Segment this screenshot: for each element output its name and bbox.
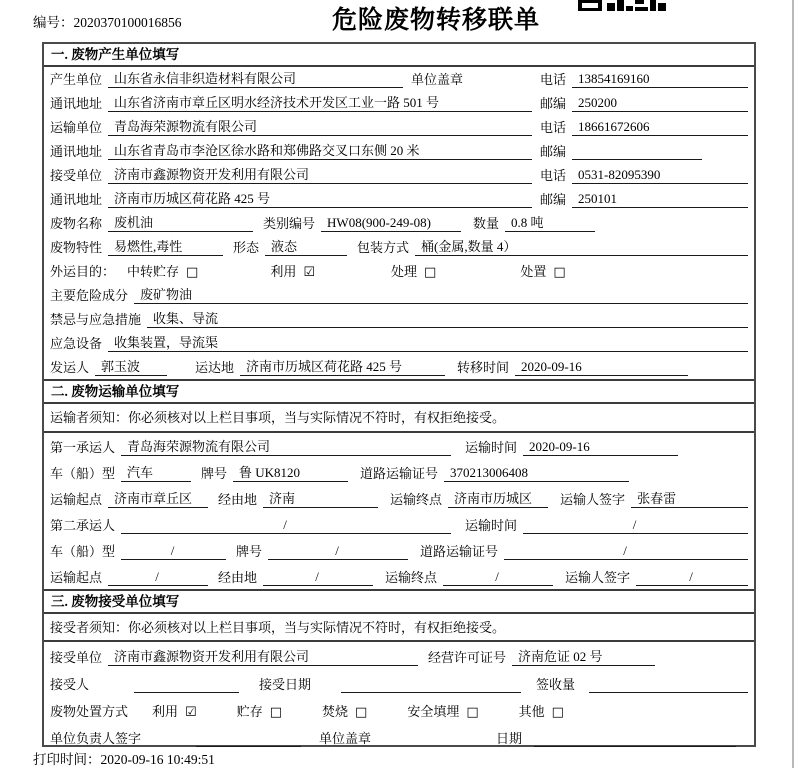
purpose-option-utilize: 利用 ☑ bbox=[270, 264, 315, 280]
route1-row bbox=[44, 485, 754, 511]
receipt-date-label: 接受日期 bbox=[259, 677, 312, 692]
destination-label: 运达地 bbox=[195, 360, 235, 375]
waste-form-label: 形态 bbox=[233, 240, 260, 255]
transporter-row bbox=[44, 115, 754, 139]
equipment-row bbox=[44, 331, 754, 355]
route1-sign-label: 运输人签字 bbox=[560, 492, 626, 507]
route2-start-value: / bbox=[108, 569, 208, 586]
carrier1-time-label: 运输时间 bbox=[465, 440, 518, 455]
disposal-label: 废物处置方式 bbox=[50, 704, 129, 719]
serial-number: 2020370100016856 bbox=[73, 15, 182, 30]
dispatch-row bbox=[44, 355, 754, 379]
purpose-label: 外运目的： bbox=[50, 264, 116, 279]
route1-start-value: 济南市章丘区 bbox=[108, 488, 208, 508]
receiver-phone-value: 0531-82095390 bbox=[572, 167, 748, 184]
producer-seal-label: 单位盖章 bbox=[411, 72, 464, 87]
producer-phone-label: 电话 bbox=[540, 72, 567, 87]
route1-sign-value: 张春雷 bbox=[631, 488, 748, 508]
packaging-value: 桶(金属,数量 4） bbox=[415, 236, 748, 256]
purpose-option-treat: 处理 □ bbox=[391, 264, 437, 280]
print-time-line bbox=[33, 748, 215, 768]
serial-label: 编号： bbox=[33, 15, 74, 30]
license1-value: 370213006408 bbox=[444, 465, 629, 482]
route2-sign-label: 运输人签字 bbox=[565, 570, 631, 585]
route2-row bbox=[44, 563, 754, 589]
waste-quantity-value: 0.8 吨 bbox=[505, 212, 595, 232]
dispose-checkbox-icon: □ bbox=[553, 265, 566, 280]
license2-label: 道路运输证号 bbox=[420, 544, 499, 559]
waste-category-label: 类别编号 bbox=[263, 216, 316, 231]
waste-name-label: 废物名称 bbox=[50, 216, 103, 231]
waste-quantity-label: 数量 bbox=[473, 216, 500, 231]
signoff-seal-label: 单位盖章 bbox=[319, 731, 372, 746]
producer-postal-label: 邮编 bbox=[540, 96, 567, 111]
transfer-time-label: 转移时间 bbox=[457, 360, 510, 375]
route1-via-label: 经由地 bbox=[218, 492, 258, 507]
waste-name-value: 废机油 bbox=[108, 212, 253, 232]
carrier1-value: 青岛海荣源物流有限公司 bbox=[121, 436, 451, 456]
waste-category-value: HW08(900-249-08) bbox=[321, 215, 461, 232]
carrier1-time-value: 2020-09-16 bbox=[523, 439, 678, 456]
permit-label: 经营许可证号 bbox=[428, 650, 507, 665]
producer-address-label: 通讯地址 bbox=[50, 96, 103, 111]
serial-number-line bbox=[33, 11, 182, 31]
hazard-row bbox=[44, 283, 754, 307]
vehicle2-value: / bbox=[121, 543, 226, 560]
receipt-row bbox=[44, 669, 754, 696]
transporter-notice: 运输者须知：你必须核对以上栏目事项，当与实际情况不符时，有权拒绝接受。 bbox=[44, 404, 754, 433]
destination-value: 济南市历城区荷花路 425 号 bbox=[240, 356, 445, 376]
receiver-postal-value: 250101 bbox=[572, 191, 748, 208]
disposal-utilize-checkbox-icon: ☑ bbox=[185, 705, 197, 720]
waste-traits-value: 易燃性,毒性 bbox=[108, 236, 223, 256]
equipment-value: 收集装置，导流渠 bbox=[108, 332, 748, 352]
disposal-option-incinerate: 焚烧 □ bbox=[322, 704, 368, 720]
route2-via-value: / bbox=[263, 569, 373, 586]
carrier2-row bbox=[44, 511, 754, 537]
producer-label: 产生单位 bbox=[50, 72, 103, 87]
recipient-value bbox=[134, 692, 239, 693]
transporter-label: 运输单位 bbox=[50, 120, 103, 135]
carrier2-value: / bbox=[121, 517, 451, 534]
plate2-label: 牌号 bbox=[236, 544, 263, 559]
vehicle2-row bbox=[44, 537, 754, 563]
disposal-option-other: 其他 □ bbox=[518, 704, 564, 720]
receiver-address-value: 济南市历城区荷花路 425 号 bbox=[108, 188, 532, 208]
signoff-date-value bbox=[534, 746, 736, 747]
transporter-address-row bbox=[44, 139, 754, 163]
receipt-date-value bbox=[341, 692, 521, 693]
transporter-phone-value: 18661672606 bbox=[572, 119, 748, 136]
transfer-storage-checkbox-icon: □ bbox=[186, 265, 199, 280]
receiver-row bbox=[44, 163, 754, 187]
signoff-row bbox=[44, 723, 754, 750]
page-right-edge bbox=[792, 0, 794, 768]
vehicle1-value: 汽车 bbox=[121, 462, 191, 482]
route1-end-value: 济南市历城区 bbox=[448, 488, 548, 508]
producer-postal-value: 250200 bbox=[572, 95, 748, 112]
transporter-address-label: 通讯地址 bbox=[50, 144, 103, 159]
producer-value: 山东省永信非织造材料有限公司 bbox=[108, 68, 403, 88]
print-time-label: 打印时间： bbox=[33, 752, 101, 767]
license2-value: / bbox=[504, 543, 748, 560]
plate1-label: 牌号 bbox=[201, 466, 228, 481]
license1-label: 道路运输证号 bbox=[360, 466, 439, 481]
vehicle2-label: 车（船）型 bbox=[50, 544, 116, 559]
hazard-label: 主要危险成分 bbox=[50, 288, 129, 303]
disposal-option-utilize: 利用 ☑ bbox=[152, 704, 197, 720]
disposal-incinerate-checkbox-icon: □ bbox=[355, 705, 368, 720]
carrier2-time-value: / bbox=[523, 517, 748, 534]
purpose-option-transfer-storage: 中转贮存 □ bbox=[127, 264, 199, 280]
shipper-value: 郭玉波 bbox=[95, 356, 167, 376]
emergency-row bbox=[44, 307, 754, 331]
utilize-checkbox-icon: ☑ bbox=[303, 265, 315, 280]
recipient-label: 接受人 bbox=[50, 677, 90, 692]
vehicle1-label: 车（船）型 bbox=[50, 466, 116, 481]
section1-header: 一. 废物产生单位填写 bbox=[44, 44, 754, 67]
disposal-option-store: 贮存 □ bbox=[236, 704, 282, 720]
receiver-notice: 接受者须知：你必须核对以上栏目事项，当与实际情况不符时，有权拒绝接受。 bbox=[44, 614, 754, 642]
transporter-postal-label: 邮编 bbox=[540, 144, 567, 159]
accept-unit-label: 接受单位 bbox=[50, 650, 103, 665]
signoff-sign-label: 单位负责人签字 bbox=[50, 731, 142, 746]
transporter-value: 青岛海荣源物流有限公司 bbox=[108, 116, 532, 136]
receiver-address-label: 通讯地址 bbox=[50, 192, 103, 207]
transporter-address-value: 山东省青岛市李沧区徐水路和郑佛路交叉口东侧 20 米 bbox=[108, 140, 532, 160]
route1-start-label: 运输起点 bbox=[50, 492, 103, 507]
receiver-label: 接受单位 bbox=[50, 168, 103, 183]
transporter-postal-value bbox=[572, 159, 702, 160]
route2-via-label: 经由地 bbox=[218, 570, 258, 585]
route2-end-label: 运输终点 bbox=[385, 570, 438, 585]
vehicle1-row bbox=[44, 459, 754, 485]
disposal-landfill-checkbox-icon: □ bbox=[466, 705, 479, 720]
receiver-phone-label: 电话 bbox=[540, 168, 567, 183]
waste-traits-row bbox=[44, 235, 754, 259]
transfer-time-value: 2020-09-16 bbox=[515, 359, 688, 376]
plate2-value: / bbox=[268, 543, 408, 560]
carrier2-time-label: 运输时间 bbox=[465, 518, 518, 533]
receipt-amount-value bbox=[589, 692, 748, 693]
disposal-store-checkbox-icon: □ bbox=[269, 705, 282, 720]
waste-name-row bbox=[44, 211, 754, 235]
page-title: 危险废物转移联单 bbox=[332, 7, 541, 34]
receipt-amount-label: 签收量 bbox=[536, 677, 576, 692]
route2-end-value: / bbox=[443, 569, 553, 586]
producer-address-row bbox=[44, 91, 754, 115]
waste-traits-label: 废物特性 bbox=[50, 240, 103, 255]
manifest-form bbox=[42, 42, 756, 747]
carrier1-row bbox=[44, 433, 754, 459]
section2-header: 二. 废物运输单位填写 bbox=[44, 379, 754, 404]
shipper-label: 发运人 bbox=[50, 360, 90, 375]
waste-form-value: 液态 bbox=[265, 236, 347, 256]
packaging-label: 包装方式 bbox=[357, 240, 410, 255]
receiver-value: 济南市鑫源物资开发利用有限公司 bbox=[108, 164, 532, 184]
receiver-postal-label: 邮编 bbox=[540, 192, 567, 207]
signoff-date-label: 日期 bbox=[496, 731, 523, 746]
hazard-value: 废矿物油 bbox=[134, 284, 748, 304]
disposal-other-checkbox-icon: □ bbox=[551, 705, 564, 720]
transporter-phone-label: 电话 bbox=[540, 120, 567, 135]
producer-row bbox=[44, 67, 754, 91]
qr-code-fragment bbox=[578, 0, 668, 11]
accept-unit-row bbox=[44, 642, 754, 669]
receiver-address-row bbox=[44, 187, 754, 211]
purpose-row bbox=[44, 259, 754, 283]
emergency-label: 禁忌与应急措施 bbox=[50, 312, 142, 327]
route1-end-label: 运输终点 bbox=[390, 492, 443, 507]
signoff-sign-value bbox=[196, 746, 301, 747]
print-time-value: 2020-09-16 10:49:51 bbox=[100, 752, 215, 767]
carrier2-label: 第二承运人 bbox=[50, 518, 116, 533]
treat-checkbox-icon: □ bbox=[424, 265, 437, 280]
disposal-row bbox=[44, 696, 754, 723]
equipment-label: 应急设备 bbox=[50, 336, 103, 351]
route2-sign-value: / bbox=[636, 569, 748, 586]
section3-header: 三. 废物接受单位填写 bbox=[44, 589, 754, 614]
carrier1-label: 第一承运人 bbox=[50, 440, 116, 455]
plate1-value: 鲁 UK8120 bbox=[233, 462, 348, 482]
disposal-option-landfill: 安全填埋 □ bbox=[407, 704, 479, 720]
route1-via-value: 济南 bbox=[263, 488, 378, 508]
permit-value: 济南危证 02 号 bbox=[512, 646, 655, 666]
accept-unit-value: 济南市鑫源物资开发利用有限公司 bbox=[108, 646, 418, 666]
route2-start-label: 运输起点 bbox=[50, 570, 103, 585]
emergency-value: 收集、导流 bbox=[147, 308, 748, 328]
producer-phone-value: 13854169160 bbox=[572, 71, 748, 88]
producer-address-value: 山东省济南市章丘区明水经济技术开发区工业一路 501 号 bbox=[108, 92, 532, 112]
purpose-option-dispose: 处置 □ bbox=[520, 264, 566, 280]
